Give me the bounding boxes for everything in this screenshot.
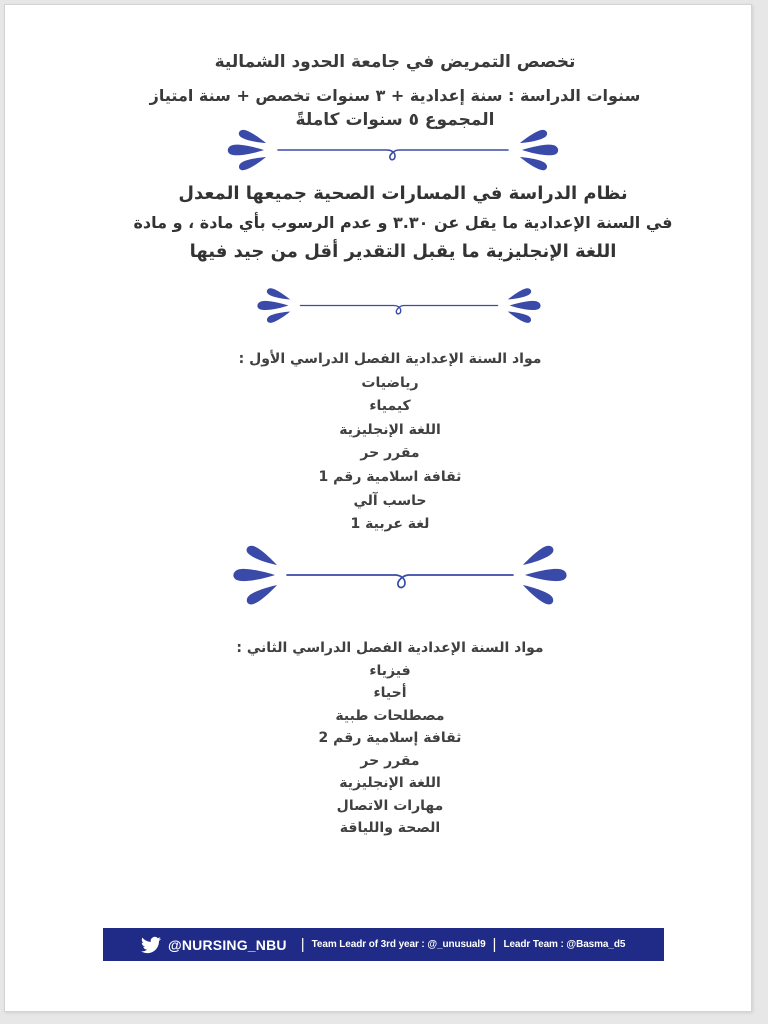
leader-team-credit: Leadr Team : @Basma_d5 xyxy=(503,939,626,950)
subject-item: رياضيات xyxy=(361,374,419,391)
subject-item: اللغة الإنجليزية xyxy=(339,775,441,791)
subject-item: مقرر حر xyxy=(360,445,420,462)
subject-item: مصطلحات طبية xyxy=(335,707,445,724)
subject-item: مهارات الاتصال xyxy=(336,797,444,814)
subject-item: فيزياء xyxy=(369,662,411,679)
total-years-line: المجموع ٥ سنوات كاملةً xyxy=(295,110,495,130)
semester-2-subjects xyxy=(190,637,590,840)
swirl-divider-icon xyxy=(249,284,549,327)
rules-line: اللغة الإنجليزية ما يقبل التقدير أقل من جيد فيها xyxy=(189,241,617,262)
credits-banner xyxy=(103,928,664,961)
subject-item: لغة عربية 1 xyxy=(350,516,430,533)
subject-item: ثقافة إسلامية رقم 2 xyxy=(318,730,462,746)
subject-item: حاسب آلي xyxy=(353,492,427,509)
study-years-line: سنوات الدراسة : سنة إعدادية + ٣ سنوات تخصص + سنة امتياز xyxy=(149,86,641,105)
twitter-icon xyxy=(140,935,162,955)
subject-item: كيمياء xyxy=(369,398,411,415)
semester-heading: مواد السنة الإعدادية الفصل الدراسي الأول : xyxy=(238,351,542,367)
subject-item: ثقافة اسلامية رقم 1 xyxy=(318,468,462,485)
footer-separator: | xyxy=(492,936,497,953)
semester-1-subjects xyxy=(190,348,590,537)
title-line: تخصص التمريض في جامعة الحدود الشمالية xyxy=(214,52,576,72)
rules-line: نظام الدراسة في المسارات الصحية جميعها المعدل xyxy=(178,183,628,204)
footer-separator: | xyxy=(300,936,305,953)
subject-item: اللغة الإنجليزية xyxy=(339,421,441,438)
document-title xyxy=(145,50,645,133)
subject-item: مقرر حر xyxy=(360,752,420,769)
swirl-divider-icon xyxy=(225,545,575,605)
subject-item: الصحة واللياقة xyxy=(339,820,441,836)
swirl-divider-icon xyxy=(218,125,568,175)
team-leader-credit: Team Leadr of 3rd year : @_unusual9 xyxy=(311,939,486,950)
semester-heading: مواد السنة الإعدادية الفصل الدراسي الثاني : xyxy=(236,640,544,656)
study-system-rules xyxy=(133,179,673,266)
rules-line: في السنة الإعدادية ما يقل عن ٣.٣٠ و عدم الرسوب بأي مادة ، و مادة xyxy=(133,213,673,232)
account-handle: @NURSING_NBU xyxy=(168,936,287,953)
subject-item: أحياء xyxy=(373,685,407,701)
